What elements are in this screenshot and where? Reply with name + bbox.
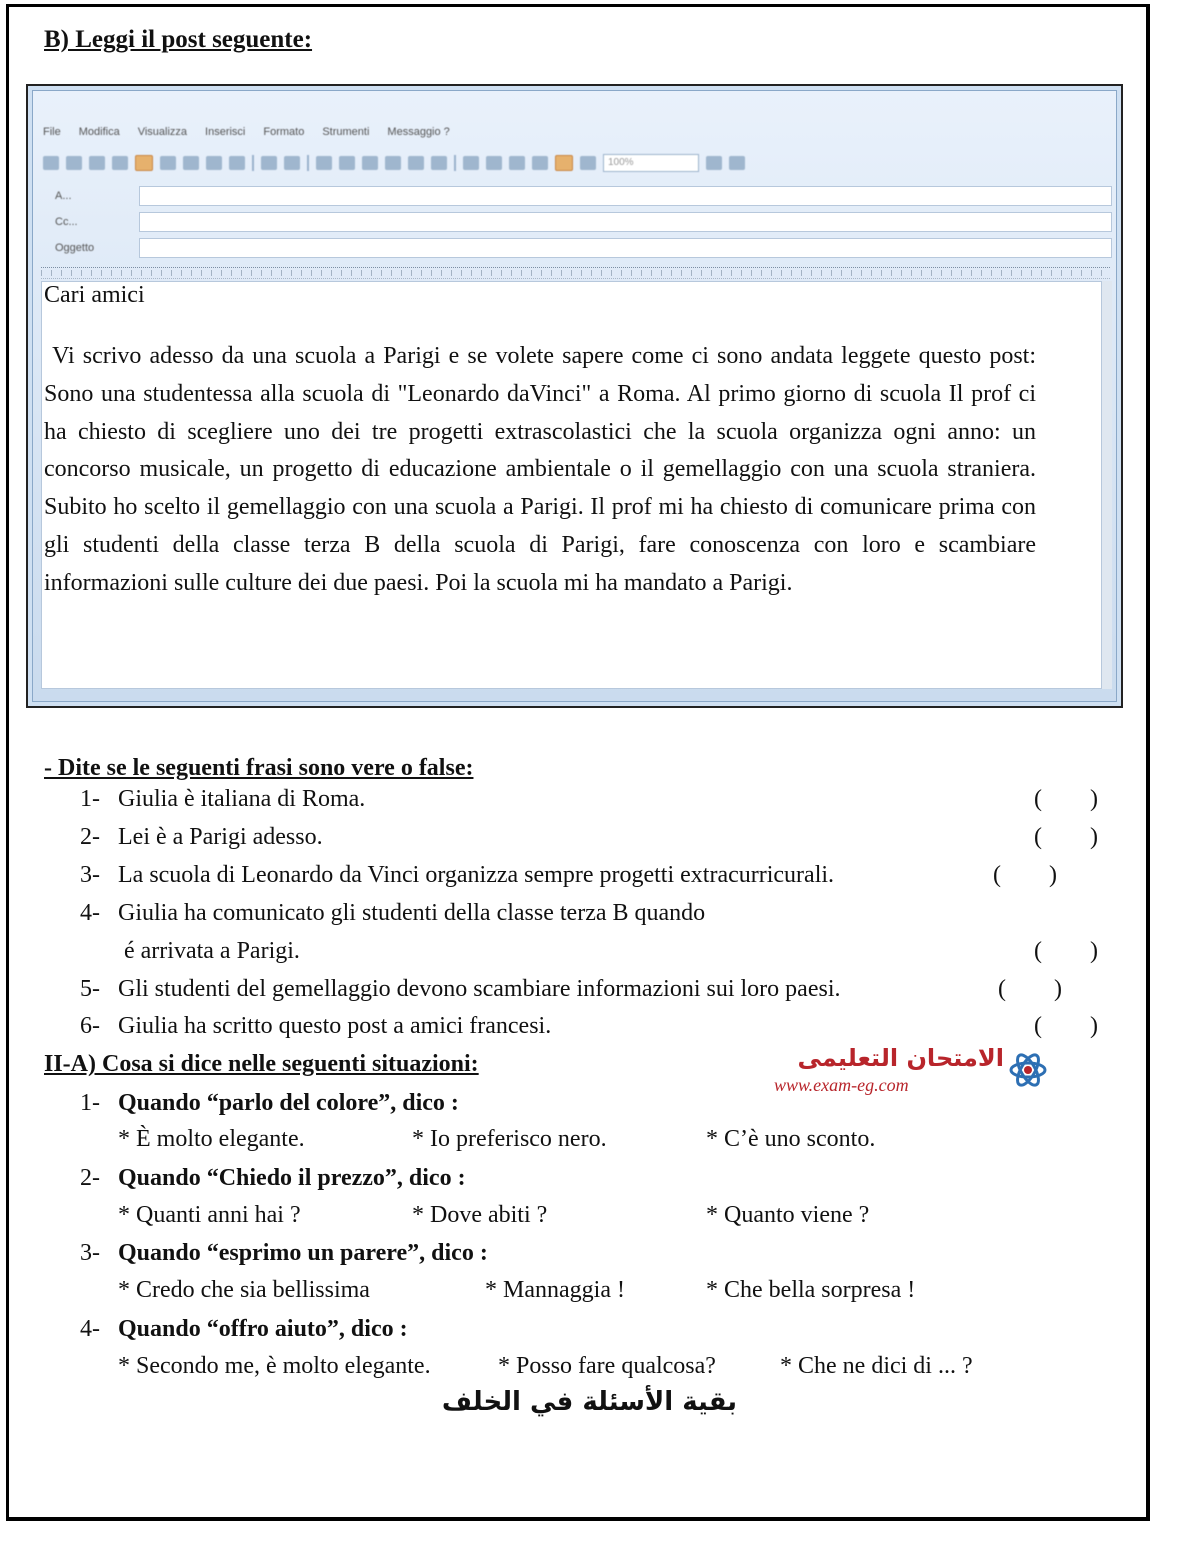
- item-number: 1-: [80, 1090, 100, 1116]
- menu-modifica[interactable]: Modifica: [78, 126, 120, 138]
- menu-formato[interactable]: Formato: [263, 126, 305, 138]
- situation-prompt: Quando “offro aiuto”, dico :: [118, 1316, 408, 1342]
- statement: Giulia ha scritto questo post a amici francesi.: [118, 1013, 552, 1039]
- answer-box[interactable]: ( ): [993, 862, 1057, 888]
- post-text: Vi scrivo adesso da una scuola a Parigi e se volete sapere come ci sono andata leggete questo post: Sono una studentessa alla scuola di "Leonardo daVinci" a Roma. Al primo giorno di scuola Il prof ci ha chiesto di scegliere uno dei tre progetti extrascolastici che la scuola organizza ogni anno: un concorso musicale, un progetto di educazione ambientale o il gemellaggio con una scuola straniera. Subito ho scelto il gemellaggio con una scuola a Parigi. Il prof mi ha chiesto di comunicare prima con gli studenti della classe terza B della scuola di Parigi, fare conoscenza con loro e scambiare informazioni sulle culture dei due paesi. Poi la scuola mi ha mandato a Parigi.: [44, 343, 1036, 596]
- option[interactable]: * Quanti anni hai ?: [118, 1202, 301, 1228]
- statement: Lei è a Parigi adesso.: [118, 824, 323, 850]
- document-map-icon[interactable]: [555, 155, 573, 171]
- option[interactable]: * Che ne dici di ... ?: [780, 1353, 973, 1379]
- menu-visualizza[interactable]: Visualizza: [137, 126, 188, 138]
- copy-icon[interactable]: [339, 156, 355, 170]
- statement-continued: é arrivata a Parigi.: [124, 938, 300, 964]
- option[interactable]: * Mannaggia !: [485, 1277, 625, 1303]
- item-number: 5-: [80, 976, 100, 1002]
- send-icon[interactable]: [43, 156, 59, 170]
- open-icon[interactable]: [66, 156, 82, 170]
- link-icon[interactable]: [463, 156, 479, 170]
- print-icon[interactable]: [112, 156, 128, 170]
- item-number: 6-: [80, 1013, 100, 1039]
- menu-strumenti[interactable]: Strumenti: [322, 126, 370, 138]
- option[interactable]: * Che bella sorpresa !: [706, 1277, 916, 1303]
- option[interactable]: * Posso fare qualcosa?: [498, 1353, 716, 1379]
- show-hide-icon[interactable]: [580, 156, 596, 170]
- answer-box[interactable]: ( ): [1034, 824, 1098, 850]
- address-fields: [39, 183, 1112, 261]
- item-number: 4-: [80, 900, 100, 926]
- attach-icon[interactable]: [135, 155, 153, 171]
- save-icon[interactable]: [89, 156, 105, 170]
- toolbar-separator: [252, 155, 254, 171]
- answer-box[interactable]: ( ): [1034, 938, 1098, 964]
- toolbar-separator: [454, 155, 456, 171]
- greeting: Cari amici: [44, 282, 145, 308]
- toolbar-separator: [307, 155, 309, 171]
- tables-icon[interactable]: [486, 156, 502, 170]
- spellcheck-icon[interactable]: [261, 156, 277, 170]
- footer-note: بقية الأسئلة في الخلف: [441, 1387, 738, 1417]
- toolbar: [43, 151, 1106, 175]
- option[interactable]: * Io preferisco nero.: [412, 1126, 607, 1152]
- table-icon[interactable]: [206, 156, 222, 170]
- answer-box[interactable]: ( ): [1034, 1013, 1098, 1039]
- globe-icon[interactable]: [183, 156, 199, 170]
- atom-icon: [1008, 1046, 1048, 1094]
- option[interactable]: * Secondo me, è molto elegante.: [118, 1353, 431, 1379]
- scrollbar[interactable]: [1102, 281, 1112, 689]
- situation-prompt: Quando “esprimo un parere”, dico :: [118, 1240, 488, 1266]
- to-input[interactable]: [139, 186, 1112, 206]
- menu-bar: [43, 121, 1106, 143]
- section-b-title: B) Leggi il post seguente:: [44, 26, 313, 53]
- option[interactable]: * C’è uno sconto.: [706, 1126, 876, 1152]
- option[interactable]: * È molto elegante.: [118, 1126, 305, 1152]
- situation-prompt: Quando “Chiedo il prezzo”, dico :: [118, 1165, 466, 1191]
- help-icon[interactable]: [706, 156, 722, 170]
- research-icon[interactable]: [284, 156, 300, 170]
- redo-icon[interactable]: [431, 156, 447, 170]
- menu-messaggio[interactable]: Messaggio ?: [387, 126, 450, 138]
- true-false-heading: - Dite se le seguenti frasi sono vere o false:: [44, 755, 474, 781]
- paste-icon[interactable]: [362, 156, 378, 170]
- columns-icon[interactable]: [509, 156, 525, 170]
- item-number: 2-: [80, 1165, 100, 1191]
- item-number: 4-: [80, 1316, 100, 1342]
- statement: Giulia ha comunicato gli studenti della classe terza B quando: [118, 900, 706, 926]
- preview-icon[interactable]: [229, 156, 245, 170]
- logo-url: www.exam-eg.com: [774, 1075, 909, 1095]
- field-cc: [39, 209, 1112, 235]
- item-number: 3-: [80, 1240, 100, 1266]
- statement: La scuola di Leonardo da Vinci organizza sempre progetti extracurricurali.: [118, 862, 835, 888]
- exam-eg-logo: [760, 1042, 1050, 1100]
- cut-icon[interactable]: [316, 156, 332, 170]
- field-to: [39, 183, 1112, 209]
- situation-prompt: Quando “parlo del colore”, dico :: [118, 1090, 459, 1116]
- statement: Giulia è italiana di Roma.: [118, 786, 366, 812]
- undo-icon[interactable]: [408, 156, 424, 170]
- item-number: 1-: [80, 786, 100, 812]
- item-number: 2-: [80, 824, 100, 850]
- subject-label: Oggetto: [55, 242, 95, 254]
- option[interactable]: * Dove abiti ?: [412, 1202, 548, 1228]
- menu-inserisci[interactable]: Inserisci: [205, 126, 246, 138]
- zoom-select[interactable]: 100%: [603, 154, 699, 172]
- search-icon[interactable]: [160, 156, 176, 170]
- answer-box[interactable]: ( ): [998, 976, 1062, 1002]
- situations-heading: II-A) Cosa si dice nelle seguenti situazioni:: [44, 1051, 479, 1077]
- answer-box[interactable]: ( ): [1034, 786, 1098, 812]
- statement: Gli studenti del gemellaggio devono scambiare informazioni sui loro paesi.: [118, 976, 841, 1002]
- to-button[interactable]: A...: [55, 190, 72, 202]
- read-icon[interactable]: [729, 156, 745, 170]
- format-painter-icon[interactable]: [385, 156, 401, 170]
- menu-file[interactable]: File: [43, 126, 61, 138]
- subject-input[interactable]: [139, 238, 1112, 258]
- option[interactable]: * Credo che sia bellissima: [118, 1277, 370, 1303]
- cc-button[interactable]: Cc...: [55, 216, 78, 228]
- field-subject: [39, 235, 1112, 261]
- logo-arabic-text: الامتحان التعليمى: [797, 1044, 1004, 1072]
- item-number: 3-: [80, 862, 100, 888]
- option[interactable]: * Quanto viene ?: [706, 1202, 870, 1228]
- cc-input[interactable]: [139, 212, 1112, 232]
- ruler: [41, 267, 1110, 279]
- drawing-icon[interactable]: [532, 156, 548, 170]
